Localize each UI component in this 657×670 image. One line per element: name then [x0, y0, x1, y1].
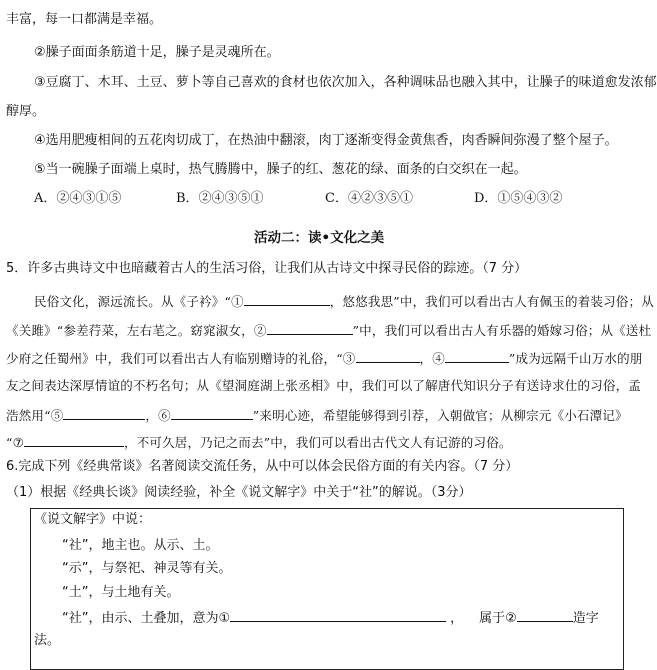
option-d: D．①⑤④③② [474, 191, 563, 206]
blank-7[interactable] [24, 434, 124, 447]
box-blank-2[interactable] [517, 609, 573, 622]
q5-line-2 [6, 322, 651, 339]
blank-5[interactable] [63, 407, 145, 420]
q5-line-5-text-b: ，⑥ [145, 408, 171, 423]
q5-line-6 [6, 434, 512, 451]
blank-2[interactable] [267, 322, 353, 335]
q5-stem: 5．许多古典诗文中也暗藏着古人的生活习俗，让我们从古诗文中探寻民俗的踪迹。（7 分） [6, 261, 528, 276]
q5-line-6-text-a: “⑦ [6, 435, 24, 450]
blank-1[interactable] [244, 293, 330, 306]
box-line-4-text-b: ， [450, 611, 464, 626]
q6-stem: 6.完成下列《经典常谈》名著阅读交流任务，从中可以体会民俗方面的有关内容。（7 分） [6, 459, 519, 474]
q6-sub-1: （1）根据《经典长谈》阅读经验，补全《说文解字》中关于“社”的解说。（3分） [6, 485, 472, 500]
passage-line-1: 丰富，每一口都满是幸福。 [6, 12, 163, 27]
q5-line-1-text-a: 民俗文化，源远流长。从《子衿》“① [34, 294, 244, 309]
passage-item-3-cont: 醇厚。 [6, 104, 46, 119]
passage-item-4: ④选用肥瘦相间的五花肉切成丁，在热油中翻滚，肉丁逐渐变得金黄焦香，肉香瞬间弥漫了整个屋子。 [34, 133, 618, 148]
box-line-2: “示”，与祭祀、神灵等有关。 [62, 561, 232, 576]
box-blank-1[interactable] [230, 609, 446, 622]
box-line-4-text-a: “社”，由示、土叠加，意为① [62, 611, 231, 626]
blank-3[interactable] [356, 350, 420, 363]
q5-line-3-text-a: 少府之任蜀州》中，我们可以看出古人有临别赠诗的礼俗，“③ [6, 351, 356, 366]
passage-item-5: ⑤当一碗臊子面端上桌时，热气腾腾中，臊子的红、葱花的绿、面条的白交织在一起。 [34, 162, 527, 177]
q5-line-5 [6, 407, 628, 424]
box-line-5: 法。 [34, 633, 61, 648]
q5-line-5-text-a: 浩然用“⑤ [6, 408, 64, 423]
box-line-1: “社”，地主也。从示、土。 [62, 538, 219, 553]
box-line-4-text-c: 属于② [479, 611, 517, 626]
q5-line-1 [34, 293, 654, 310]
passage-item-3: ③豆腐丁、木耳、土豆、萝卜等自己喜欢的食材也依次加入，各种调味品也融入其中，让臊子的味道愈发浓郁 [34, 75, 657, 90]
q5-line-3-text-c: ”成为远隔千山万水的朋 [508, 351, 643, 366]
option-a: A．②④③①⑤ [34, 191, 122, 206]
q5-line-3 [6, 350, 643, 367]
blank-6[interactable] [171, 407, 253, 420]
q5-line-3-text-b: ，④ [419, 351, 445, 366]
q5-line-5-text-c: ”来明心迹，希望能够得到引荐，入朝做官；从柳宗元《小石潭记》 [252, 408, 628, 423]
blank-4[interactable] [445, 350, 509, 363]
q5-line-6-text-b: ，不可久居，乃记之而去”中，我们可以看出古代文人有记游的习俗。 [124, 435, 512, 450]
q5-line-4: 友之间表达深厚情谊的不朽名句；从《望洞庭湖上张丞相》中，我们可以了解唐代知识分子有送诗求仕的习俗，孟 [6, 378, 642, 393]
q5-line-1-text-b: ，悠悠我思”中，我们可以看出古人有佩玉的着装习俗；从 [329, 294, 654, 309]
box-line-4-text-d: 造字 [572, 611, 599, 626]
q5-line-2-text-a: 《关雎》“参差荇菜，左右芼之。窈窕淑女，② [6, 323, 267, 338]
box-line-3: “土”，与土地有关。 [62, 585, 180, 600]
box-line-4 [62, 609, 599, 627]
section-heading: 活动二：读•文化之美 [254, 230, 385, 246]
box-title: 《说文解字》中说： [34, 512, 152, 527]
option-b: B．②④③⑤① [176, 191, 264, 206]
passage-item-2: ②臊子面面条筋道十足，臊子是灵魂所在。 [34, 45, 280, 60]
q5-line-2-text-b: ”中，我们可以看出古人有乐器的婚嫁习俗；从《送杜 [352, 323, 652, 338]
option-c: C．④②③⑤① [325, 191, 413, 206]
